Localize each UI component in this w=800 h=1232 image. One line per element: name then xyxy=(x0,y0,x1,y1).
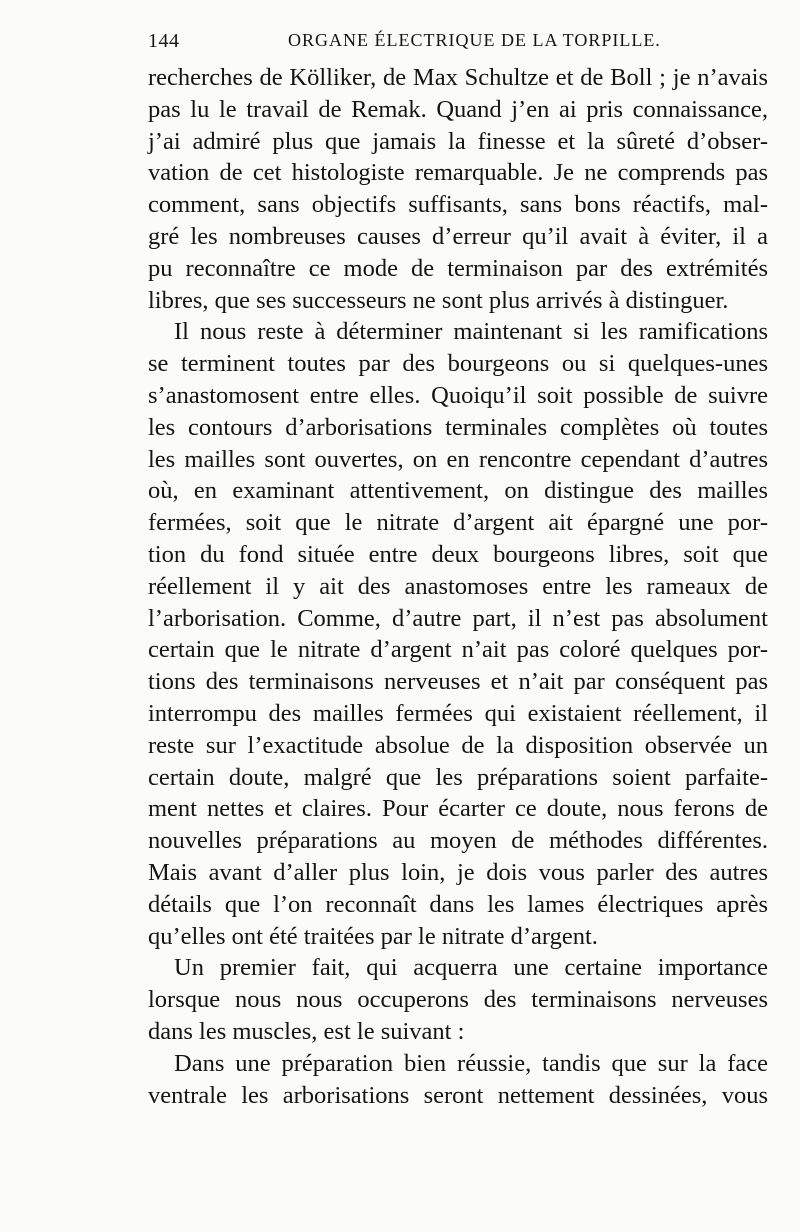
body-text xyxy=(148,62,768,1111)
text-line: Un premier fait, qui acquerra une certaine importance xyxy=(174,954,768,982)
text-line: pu reconnaître ce mode de terminaison par des extrémités xyxy=(148,254,768,282)
text-line: Il nous reste à déterminer maintenant si les ramifications xyxy=(174,318,768,346)
text-line: tion du fond située entre deux bourgeons libres, soit que xyxy=(148,540,768,568)
text-line: les contours d’arborisations terminales complètes où toutes xyxy=(148,413,768,441)
text-line: j’ai admiré plus que jamais la finesse et la sûreté d’obser- xyxy=(148,127,768,155)
text-line: libres, que ses successeurs ne sont plus arrivés à distinguer. xyxy=(148,286,729,314)
text-line: les mailles sont ouvertes, on en rencontre cependant d’autres xyxy=(148,445,768,473)
text-line: vation de cet histologiste remarquable. Je ne comprends pas xyxy=(148,159,768,187)
text-line: recherches de Kölliker, de Max Schultze et de Boll ; je n’avais xyxy=(148,64,768,91)
text-line: certain que le nitrate d’argent n’ait pas coloré quelques por- xyxy=(148,636,768,664)
text-line: dans les muscles, est le suivant : xyxy=(148,1017,465,1045)
text-line: gré les nombreuses causes d’erreur qu’il avait à éviter, il a xyxy=(148,222,768,250)
text-line: lorsque nous nous occuperons des terminaisons nerveuses xyxy=(148,986,768,1014)
page-header xyxy=(148,30,748,60)
text-line: réellement il y ait des anastomoses entre les rameaux de xyxy=(148,572,768,600)
text-line: qu’elles ont été traitées par le nitrate d’argent. xyxy=(148,922,598,950)
text-line: reste sur l’exactitude absolue de la disposition observée un xyxy=(148,731,768,759)
running-title: ORGANE ÉLECTRIQUE DE LA TORPILLE. xyxy=(288,30,661,50)
text-line: l’arborisation. Comme, d’autre part, il n’est pas absolument xyxy=(148,604,768,632)
text-line: fermées, soit que le nitrate d’argent ait épargné une por- xyxy=(148,509,768,537)
text-line: comment, sans objectifs suffisants, sans bons réactifs, mal- xyxy=(148,191,768,219)
text-line: Dans une préparation bien réussie, tandis que sur la face xyxy=(174,1049,768,1077)
text-line: interrompu des mailles fermées qui existaient réellement, il xyxy=(148,699,768,727)
text-line: Mais avant d’aller plus loin, je dois vous parler des autres xyxy=(148,858,768,886)
text-line: où, en examinant attentivement, on distingue des mailles xyxy=(148,477,768,505)
text-line: ment nettes et claires. Pour écarter ce doute, nous ferons de xyxy=(148,795,768,823)
text-line: détails que l’on reconnaît dans les lames électriques après xyxy=(148,890,768,918)
text-line: nouvelles préparations au moyen de méthodes différentes. xyxy=(148,827,768,855)
text-line: se terminent toutes par des bourgeons ou si quelques-unes xyxy=(148,350,768,378)
text-line: s’anastomosent entre elles. Quoiqu’il soit possible de suivre xyxy=(148,381,768,409)
text-line: certain doute, malgré que les préparations soient parfaite- xyxy=(148,763,768,791)
text-line: ventrale les arborisations seront nettement dessinées, vous xyxy=(148,1081,768,1109)
text-line: tions des terminaisons nerveuses et n’ait par conséquent pas xyxy=(148,668,768,696)
text-line: pas lu le travail de Remak. Quand j’en ai pris connaissance, xyxy=(148,95,768,123)
page-number: 144 xyxy=(148,30,180,52)
